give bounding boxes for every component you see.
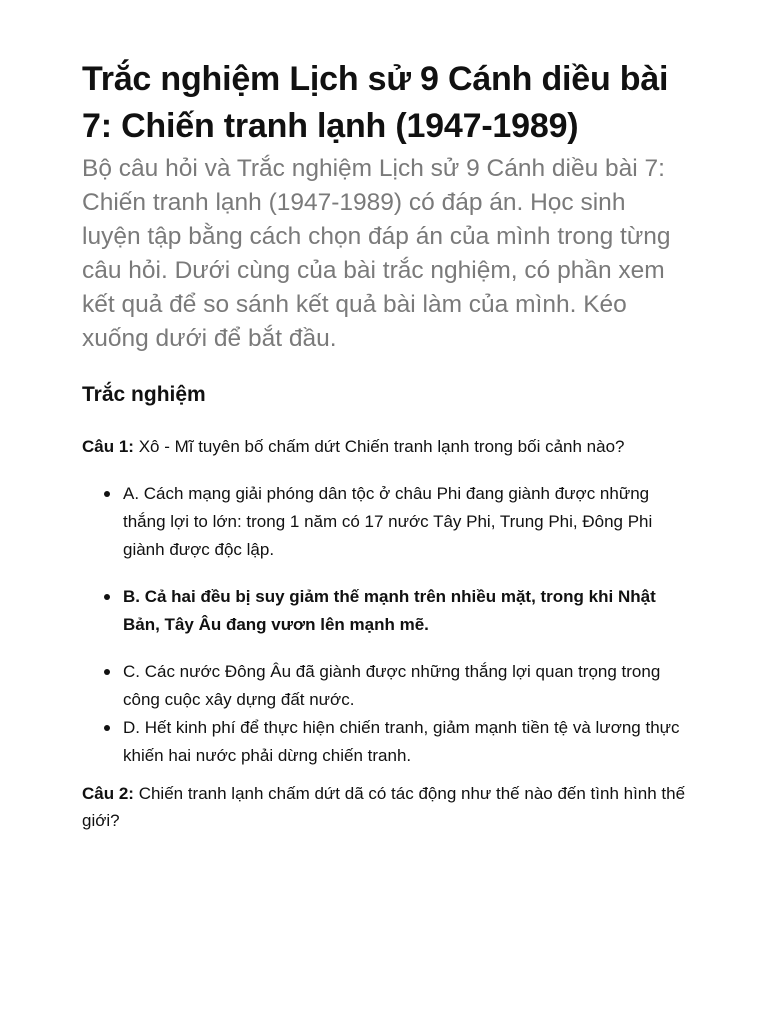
question-1 — [82, 433, 688, 460]
question-1-label: Câu 1: — [82, 437, 134, 456]
question-1-answers — [82, 480, 688, 770]
answer-option-a[interactable]: A. Cách mạng giải phóng dân tộc ở châu Phi đang giành được những thắng lợi to lớn: trong 1 năm có 17 nước Tây Phi, Trung Phi, Đông Phi giành được độc lập. — [82, 480, 688, 564]
question-2-text: Chiến tranh lạnh chấm dứt dã có tác động như thế nào đến tình hình thế giới? — [82, 784, 686, 830]
question-1-text: Xô - Mĩ tuyên bố chấm dứt Chiến tranh lạnh trong bối cảnh nào? — [133, 437, 625, 456]
section-heading-quiz: Trắc nghiệm — [82, 383, 206, 406]
answer-option-d[interactable]: D. Hết kinh phí để thực hiện chiến tranh, giảm mạnh tiền tệ và lương thực khiến hai nước phải dừng chiến tranh. — [82, 714, 688, 770]
answer-option-c[interactable]: C. Các nước Đông Âu đã giành được những thắng lợi quan trọng trong công cuộc xây dựng đất nước. — [82, 658, 688, 714]
article-intro: Bộ câu hỏi và Trắc nghiệm Lịch sử 9 Cánh diều bài 7: Chiến tranh lạnh (1947-1989) có đáp án. Học sinh luyện tập bằng cách chọn đáp án của mình trong từng câu hỏi. Dưới cùng của bài trắc nghiệm, có phần xem kết quả để so sánh kết quả bài làm của mình. Kéo xuống dưới để bắt đầu. — [82, 155, 671, 352]
question-2-label: Câu 2: — [82, 784, 134, 803]
page-title: Trắc nghiệm Lịch sử 9 Cánh diều bài 7: Chiến tranh lạnh (1947-1989) — [82, 60, 669, 145]
answer-option-b[interactable]: B. Cả hai đều bị suy giảm thế mạnh trên nhiều mặt, trong khi Nhật Bản, Tây Âu đang vươn lên mạnh mẽ. — [82, 583, 688, 639]
question-2 — [82, 780, 688, 834]
